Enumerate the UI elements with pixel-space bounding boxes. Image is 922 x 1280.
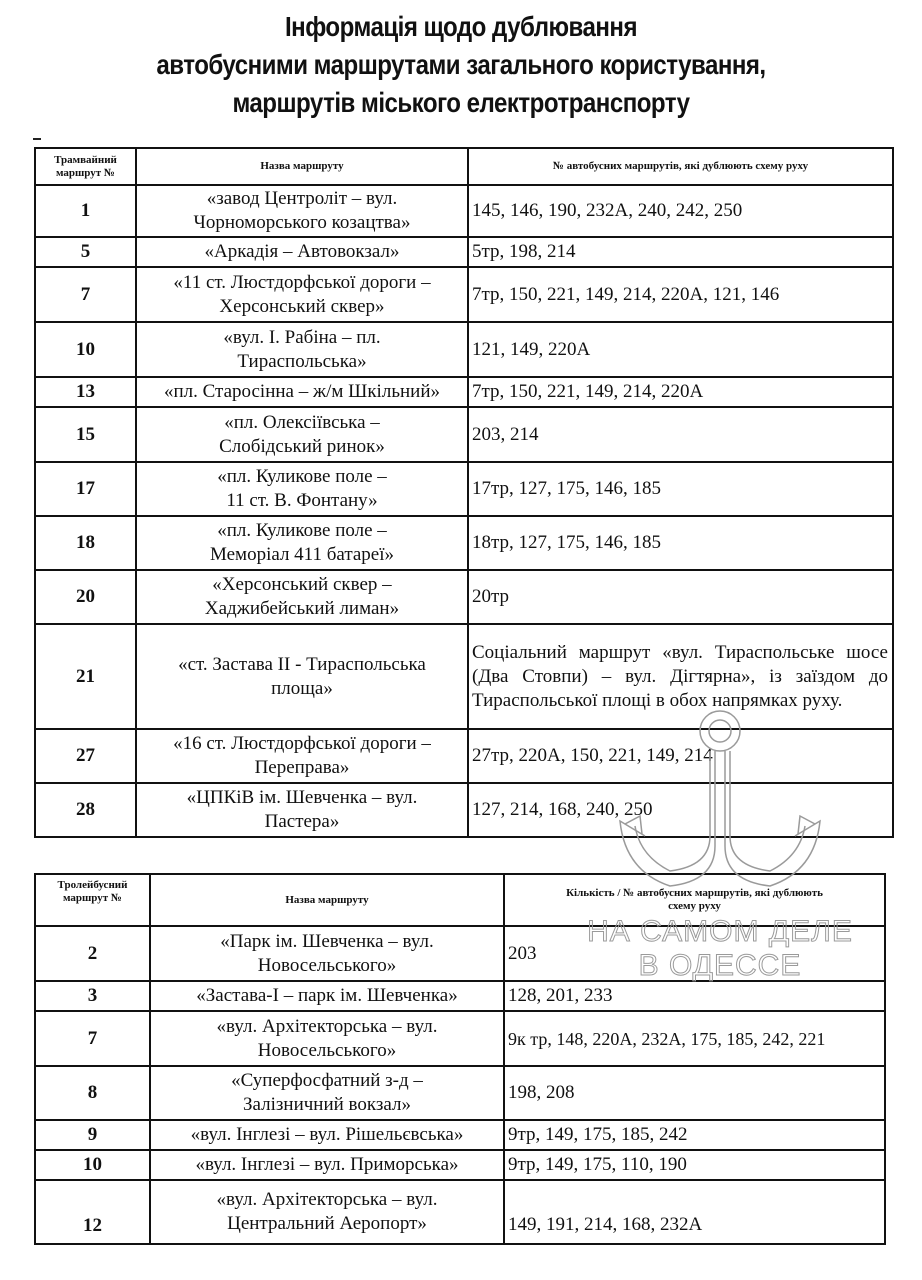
route-name: «пл. Олексіївська – Слобідський ринок» — [136, 407, 468, 462]
route-name: «вул. Інглезі – вул. Рішельєвська» — [150, 1120, 504, 1150]
bus-routes: 18тр, 127, 175, 146, 185 — [468, 516, 893, 570]
route-name: «вул. Архітекторська – вул. Центральний Аеропорт» — [150, 1180, 504, 1244]
bus-routes: 198, 208 — [504, 1066, 885, 1120]
bus-routes: 203 — [504, 926, 885, 981]
route-number: 7 — [35, 1011, 150, 1066]
watermark-line-1: НА САМОМ ДЕЛЕ — [587, 915, 853, 948]
route-name: «ЦПКіВ ім. Шевченка – вул. Пастера» — [136, 783, 468, 837]
stray-dash-mark — [33, 138, 41, 140]
route-number: 9 — [35, 1120, 150, 1150]
route-name: «вул. Інглезі – вул. Приморська» — [150, 1150, 504, 1180]
table-row — [35, 377, 893, 407]
route-name: «завод Центроліт – вул. Чорноморського козацтва» — [136, 185, 468, 237]
bus-routes: 149, 191, 214, 168, 232А — [504, 1180, 885, 1244]
route-name: «вул. І. Рабіна – пл. Тираспольська» — [136, 322, 468, 377]
table-row — [35, 1120, 885, 1150]
route-number: 10 — [35, 322, 136, 377]
route-name: «Херсонський сквер – Хаджибейський лиман» — [136, 570, 468, 624]
route-name: «пл. Куликове поле – Меморіал 411 батареї» — [136, 516, 468, 570]
table-row — [35, 185, 893, 237]
table-row — [35, 624, 893, 729]
bus-routes: 27тр, 220А, 150, 221, 149, 214 — [468, 729, 893, 783]
bus-routes: 9к тр, 148, 220А, 232А, 175, 185, 242, 221 — [504, 1011, 885, 1066]
table-row — [35, 926, 885, 981]
route-name: «Аркадія – Автовокзал» — [136, 237, 468, 267]
table-row — [35, 729, 893, 783]
bus-routes: 7тр, 150, 221, 149, 214, 220А, 121, 146 — [468, 267, 893, 322]
table-header-row — [35, 148, 893, 185]
bus-routes: 128, 201, 233 — [504, 981, 885, 1011]
route-number: 12 — [35, 1180, 150, 1244]
route-number: 18 — [35, 516, 136, 570]
route-number: 27 — [35, 729, 136, 783]
table-row — [35, 322, 893, 377]
table-row — [35, 783, 893, 837]
trolleybus-routes-table — [34, 873, 886, 1245]
tram-routes-table — [34, 147, 894, 838]
title-line-1: Інформація щодо дублювання — [284, 11, 637, 42]
route-name: «Застава-І – парк ім. Шевченка» — [150, 981, 504, 1011]
route-number: 3 — [35, 981, 150, 1011]
route-number: 28 — [35, 783, 136, 837]
table-row — [35, 516, 893, 570]
table-row — [35, 267, 893, 322]
bus-routes: 127, 214, 168, 240, 250 — [468, 783, 893, 837]
route-name: «11 ст. Люстдорфської дороги – Херсонський сквер» — [136, 267, 468, 322]
route-number: 7 — [35, 267, 136, 322]
bus-routes: 7тр, 150, 221, 149, 214, 220А — [468, 377, 893, 407]
route-number: 1 — [35, 185, 136, 237]
route-number: 20 — [35, 570, 136, 624]
route-number: 15 — [35, 407, 136, 462]
route-number: 13 — [35, 377, 136, 407]
title-line-3: маршрутів міського електротранспорту — [232, 87, 690, 118]
bus-routes: Соціальний маршрут «вул. Тираспольське шосе (Два Стовпи) – вул. Дігтярна», із заїздом до Тираспольської площі в обох напрямках руху. — [468, 624, 893, 729]
table-row — [35, 462, 893, 516]
bus-routes: 121, 149, 220А — [468, 322, 893, 377]
route-name: «пл. Куликове поле – 11 ст. В. Фонтану» — [136, 462, 468, 516]
watermark-line-2: В ОДЕССЕ — [638, 949, 802, 982]
bus-routes: 17тр, 127, 175, 146, 185 — [468, 462, 893, 516]
route-name: «вул. Архітекторська – вул. Новосельського» — [150, 1011, 504, 1066]
route-number: 8 — [35, 1066, 150, 1120]
table-row — [35, 570, 893, 624]
table-row — [35, 1011, 885, 1066]
bus-routes: 9тр, 149, 175, 185, 242 — [504, 1120, 885, 1150]
table-row — [35, 1150, 885, 1180]
route-name: «16 ст. Люстдорфської дороги – Переправа» — [136, 729, 468, 783]
route-name: «пл. Старосінна – ж/м Шкільний» — [136, 377, 468, 407]
route-name: «ст. Застава ІІ - Тираспольська площа» — [136, 624, 468, 729]
route-number: 10 — [35, 1150, 150, 1180]
bus-routes: 20тр — [468, 570, 893, 624]
bus-routes: 9тр, 149, 175, 110, 190 — [504, 1150, 885, 1180]
route-number: 5 — [35, 237, 136, 267]
title-line-2: автобусними маршрутами загального користування, — [156, 49, 766, 80]
table-row — [35, 237, 893, 267]
header-bus-routes: Кількість / № автобусних маршрутів, які дублюють схему руху — [504, 874, 885, 926]
bus-routes: 5тр, 198, 214 — [468, 237, 893, 267]
header-route-name: Назва маршруту — [136, 148, 468, 185]
table-row — [35, 981, 885, 1011]
bus-routes: 145, 146, 190, 232А, 240, 242, 250 — [468, 185, 893, 237]
table-row — [35, 1066, 885, 1120]
route-number: 17 — [35, 462, 136, 516]
route-number: 21 — [35, 624, 136, 729]
header-tram-route-no: Трамвайний маршрут № — [35, 148, 136, 185]
route-number: 2 — [35, 926, 150, 981]
header-trolleybus-route-no: Тролейбусний маршрут № — [35, 874, 150, 926]
route-name: «Парк ім. Шевченка – вул. Новосельського» — [150, 926, 504, 981]
table-header-row — [35, 874, 885, 926]
route-name: «Суперфосфатний з-д – Залізничний вокзал» — [150, 1066, 504, 1120]
document-title — [65, 8, 858, 122]
header-bus-routes: № автобусних маршрутів, які дублюють схему руху — [468, 148, 893, 185]
bus-routes: 203, 214 — [468, 407, 893, 462]
table-row — [35, 407, 893, 462]
header-route-name: Назва маршруту — [150, 874, 504, 926]
table-row — [35, 1180, 885, 1244]
